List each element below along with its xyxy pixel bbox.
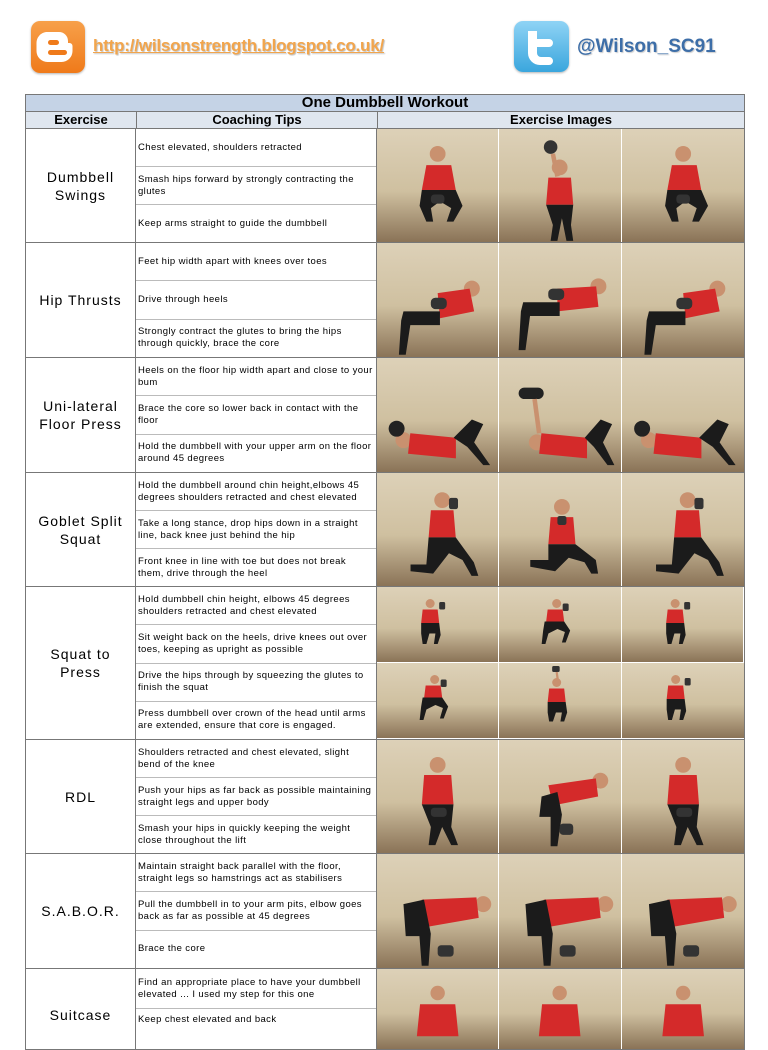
person-figure <box>499 358 620 472</box>
table-row <box>26 473 744 587</box>
person-figure <box>377 473 498 586</box>
person-figure <box>499 663 620 738</box>
coaching-tips <box>136 129 377 242</box>
coaching-tip: Chest elevated, shoulders retracted <box>136 129 376 167</box>
coaching-tip: Hold the dumbbell around chin height,elbows 45 degrees shoulders retracted and chest elevated <box>136 473 376 511</box>
table-row <box>26 358 744 473</box>
exercise-name: Suitcase <box>26 969 136 1049</box>
exercise-name: Uni-lateral Floor Press <box>26 358 136 472</box>
person-figure <box>622 473 744 586</box>
coaching-tip: Strongly contract the glutes to bring the hips through quickly, brace the core <box>138 326 342 350</box>
person-figure <box>499 854 620 968</box>
exercise-photo <box>499 969 621 1049</box>
coaching-tip: Keep arms straight to guide the dumbbell <box>138 217 328 229</box>
exercise-images <box>377 243 744 357</box>
person-figure <box>499 129 620 242</box>
table-row <box>26 587 744 740</box>
coaching-tips <box>136 473 377 586</box>
table-row <box>26 243 744 358</box>
person-figure <box>622 243 744 357</box>
coaching-tip: Take a long stance, drop hips down in a straight line, back knee just behind the hip <box>136 511 376 549</box>
coaching-tip: Hold the dumbbell with your upper arm on the floor around 45 degrees <box>138 441 372 465</box>
table-row <box>26 129 744 243</box>
table-header-row <box>26 112 744 129</box>
exercise-photo <box>377 129 499 242</box>
coaching-tip: Drive through heels <box>136 281 376 319</box>
coaching-tip: Heels on the floor hip width apart and close to your bum <box>136 358 376 396</box>
coaching-tip: Push your hips as far back as possible maintaining straight legs and upper body <box>136 778 376 816</box>
exercise-images <box>377 587 744 739</box>
person-figure <box>377 969 498 1049</box>
person-figure <box>499 473 620 586</box>
exercise-name: Dumbbell Swings <box>26 129 136 242</box>
exercise-photo <box>499 854 621 968</box>
exercise-photo <box>622 358 744 472</box>
blog-url-link[interactable]: http://wilsonstrength.blogspot.co.uk/ <box>93 36 385 55</box>
coaching-tips <box>136 587 377 739</box>
coaching-tip: Feet hip width apart with knees over toes <box>136 243 376 281</box>
person-figure <box>622 587 743 662</box>
exercise-photo <box>377 587 499 663</box>
exercise-images <box>377 129 744 242</box>
table-row <box>26 969 744 1049</box>
person-figure <box>499 969 620 1049</box>
exercise-photo <box>377 854 499 968</box>
coaching-tip: Press dumbbell over crown of the head until arms are extended, ensure that core is engaged. <box>138 708 366 732</box>
exercise-photo <box>499 473 621 586</box>
person-figure <box>377 587 498 662</box>
blogger-icon[interactable] <box>31 21 85 73</box>
exercise-photo <box>377 740 499 853</box>
person-figure <box>499 243 620 357</box>
person-figure <box>622 969 744 1049</box>
coaching-tips <box>136 969 377 1049</box>
person-figure <box>622 129 744 242</box>
workout-table <box>25 94 745 1050</box>
exercise-images <box>377 854 744 968</box>
exercise-photo <box>499 740 621 853</box>
exercise-photo <box>622 129 744 242</box>
exercise-name: Hip Thrusts <box>26 243 136 357</box>
exercise-photo <box>377 243 499 357</box>
person-figure <box>622 854 744 968</box>
coaching-tip: Maintain straight back parallel with the floor, straight legs so hamstrings act as stabilisers <box>136 854 376 892</box>
table-title: One Dumbbell Workout <box>26 95 744 112</box>
coaching-tip: Hold dumbbell chin height, elbows 45 degrees shoulders retracted and chest elevated <box>136 587 376 625</box>
exercise-images <box>377 358 744 472</box>
exercise-photo <box>499 243 621 357</box>
exercise-name: Squat to Press <box>26 587 136 739</box>
exercise-photo <box>622 473 744 586</box>
header-exercise-images: Exercise Images <box>510 112 612 127</box>
exercise-photo <box>622 663 744 739</box>
table-row <box>26 854 744 969</box>
header-exercise: Exercise <box>26 112 137 128</box>
exercise-photo <box>499 587 621 663</box>
exercise-name: Goblet Split Squat <box>26 473 136 586</box>
exercise-photo <box>622 854 744 968</box>
person-figure <box>622 740 744 853</box>
exercise-images <box>377 969 744 1049</box>
coaching-tips <box>136 854 377 968</box>
person-figure <box>377 129 498 242</box>
coaching-tip: Find an appropriate place to have your dumbbell elevated ... I used my step for this one <box>136 969 376 1009</box>
twitter-handle[interactable]: @Wilson_SC91 <box>577 36 716 57</box>
exercise-photo <box>622 243 744 357</box>
coaching-tips <box>136 740 377 853</box>
exercise-images <box>377 473 744 586</box>
exercise-images <box>377 740 744 853</box>
exercise-photo <box>377 969 499 1049</box>
person-figure <box>622 358 744 472</box>
person-figure <box>377 243 498 357</box>
coaching-tip: Drive the hips through by squeezing the glutes to finish the squat <box>136 664 376 702</box>
person-figure <box>499 587 620 662</box>
page-header <box>0 0 768 92</box>
exercise-name: S.A.B.O.R. <box>26 854 136 968</box>
coaching-tip: Sit weight back on the heels, drive knees out over toes, keeping as upright as possible <box>136 625 376 663</box>
person-figure <box>622 663 744 738</box>
coaching-tip: Keep chest elevated and back <box>138 1014 277 1025</box>
exercise-photo <box>499 129 621 242</box>
exercise-photo <box>622 740 744 853</box>
coaching-tip: Smash hips forward by strongly contracting the glutes <box>136 167 376 205</box>
person-figure <box>499 740 620 853</box>
person-figure <box>377 663 498 738</box>
exercise-photo <box>377 358 499 472</box>
exercise-photo <box>499 663 621 739</box>
person-figure <box>377 358 498 472</box>
exercise-photo <box>622 587 744 663</box>
coaching-tip: Brace the core <box>138 943 206 955</box>
person-figure <box>377 740 498 853</box>
exercise-photo <box>622 969 744 1049</box>
coaching-tip: Front knee in line with toe but does not break them, drive through the heel <box>138 555 346 579</box>
coaching-tip: Pull the dumbbell in to your arm pits, elbow goes back as far as possible at 45 degrees <box>136 892 376 930</box>
coaching-tip: Shoulders retracted and chest elevated, slight bend of the knee <box>136 740 376 778</box>
header-coaching-tips: Coaching Tips <box>137 112 378 128</box>
table-row <box>26 740 744 854</box>
exercise-name: RDL <box>26 740 136 853</box>
coaching-tips <box>136 358 377 472</box>
exercise-photo <box>377 663 499 739</box>
person-figure <box>377 854 498 968</box>
coaching-tips <box>136 243 377 357</box>
twitter-bird-icon[interactable] <box>514 21 569 72</box>
coaching-tip: Brace the core so lower back in contact with the floor <box>136 396 376 434</box>
coaching-tip: Smash your hips in quickly keeping the weight close throughout the lift <box>138 822 351 846</box>
exercise-photo <box>377 473 499 586</box>
exercise-photo <box>499 358 621 472</box>
